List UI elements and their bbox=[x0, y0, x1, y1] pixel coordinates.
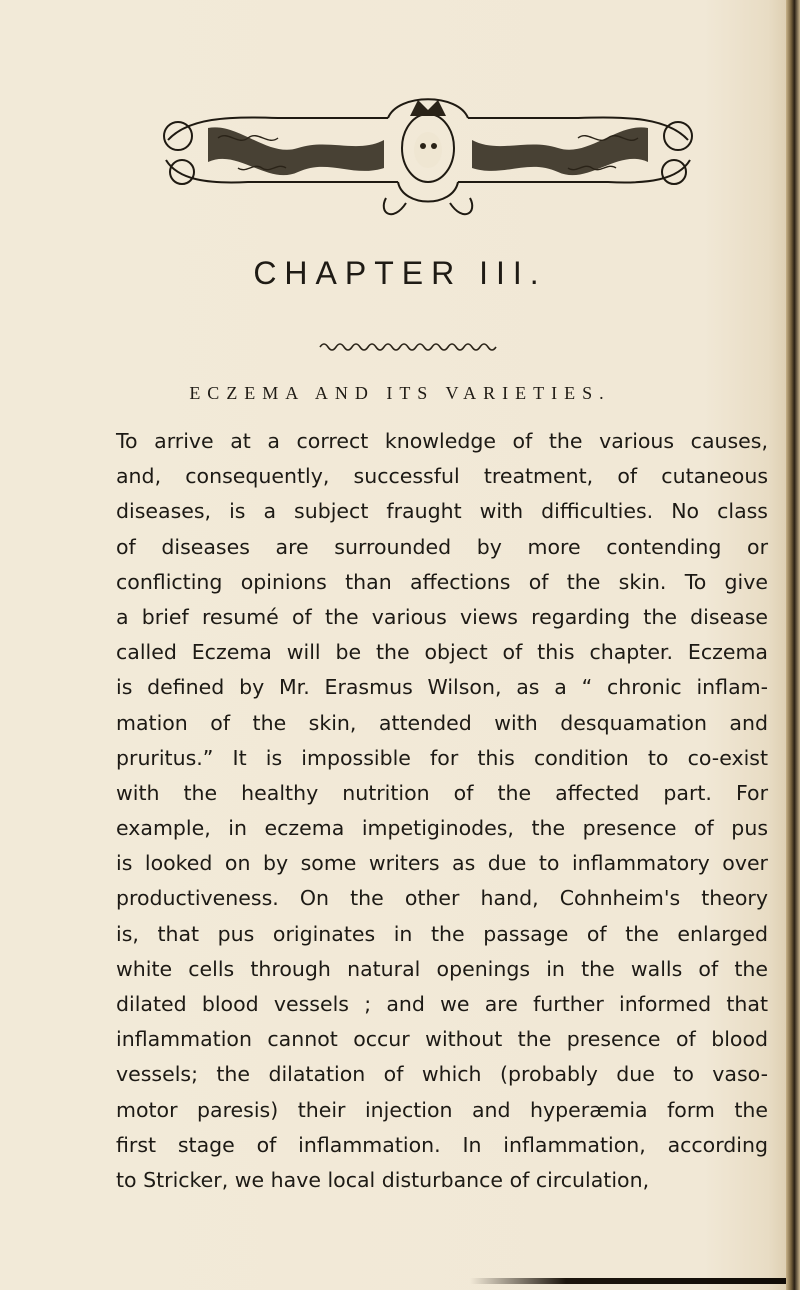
text-line: To arrive at a correct knowledge of the various causes, bbox=[116, 429, 768, 453]
page-bottom-rule bbox=[470, 1278, 790, 1284]
text-line: mation of the skin, attended with desquamation and bbox=[116, 710, 768, 735]
text-line: white cells through natural openings in the walls of the bbox=[116, 956, 768, 981]
text-line: example, in eczema impetiginodes, the presence of pus bbox=[116, 816, 768, 841]
text-line: to Stricker, we have local disturbance of circulation, bbox=[116, 1167, 650, 1192]
body-paragraph bbox=[116, 424, 768, 1198]
text-line: pruritus.” It is impossible for this condition to co-exist bbox=[116, 745, 768, 770]
text-line: conflicting opinions than affections of the skin. To give bbox=[116, 569, 768, 594]
text-line: a brief resumé of the various views regarding the disease bbox=[116, 604, 768, 629]
text-line: and, consequently, successful treatment, of cutaneous bbox=[116, 464, 768, 489]
text-line: with the healthy nutrition of the affected part. For bbox=[116, 780, 768, 805]
decorative-headpiece-icon bbox=[148, 88, 708, 228]
text-line: vessels; the dilatation of which (probably due to vaso- bbox=[116, 1062, 768, 1087]
page-edge-shadow bbox=[786, 0, 800, 1290]
text-line: inflammation cannot occur without the presence of blood bbox=[116, 1027, 768, 1052]
wavy-divider-icon bbox=[318, 340, 502, 354]
text-line: productiveness. On the other hand, Cohnheim's theory bbox=[116, 886, 768, 911]
text-line: dilated blood vessels ; and we are further informed that bbox=[116, 992, 768, 1016]
text-line: is defined by Mr. Erasmus Wilson, as a “ chronic inflam- bbox=[116, 675, 768, 700]
text-line: motor paresis) their injection and hyperæmia form the bbox=[116, 1097, 768, 1122]
text-line: called Eczema will be the object of this chapter. Eczema bbox=[116, 640, 768, 665]
chapter-title: CHAPTER III. bbox=[253, 255, 547, 291]
text-line: is looked on by some writers as due to inflammatory over bbox=[116, 851, 768, 876]
section-heading: ECZEMA AND ITS VARIETIES. bbox=[189, 383, 611, 403]
text-line: is, that pus originates in the passage of the enlarged bbox=[116, 921, 768, 946]
text-line: diseases, is a subject fraught with difficulties. No class bbox=[116, 499, 768, 524]
text-line: of diseases are surrounded by more contending or bbox=[116, 534, 768, 559]
text-line: first stage of inflammation. In inflammation, according bbox=[116, 1132, 768, 1157]
